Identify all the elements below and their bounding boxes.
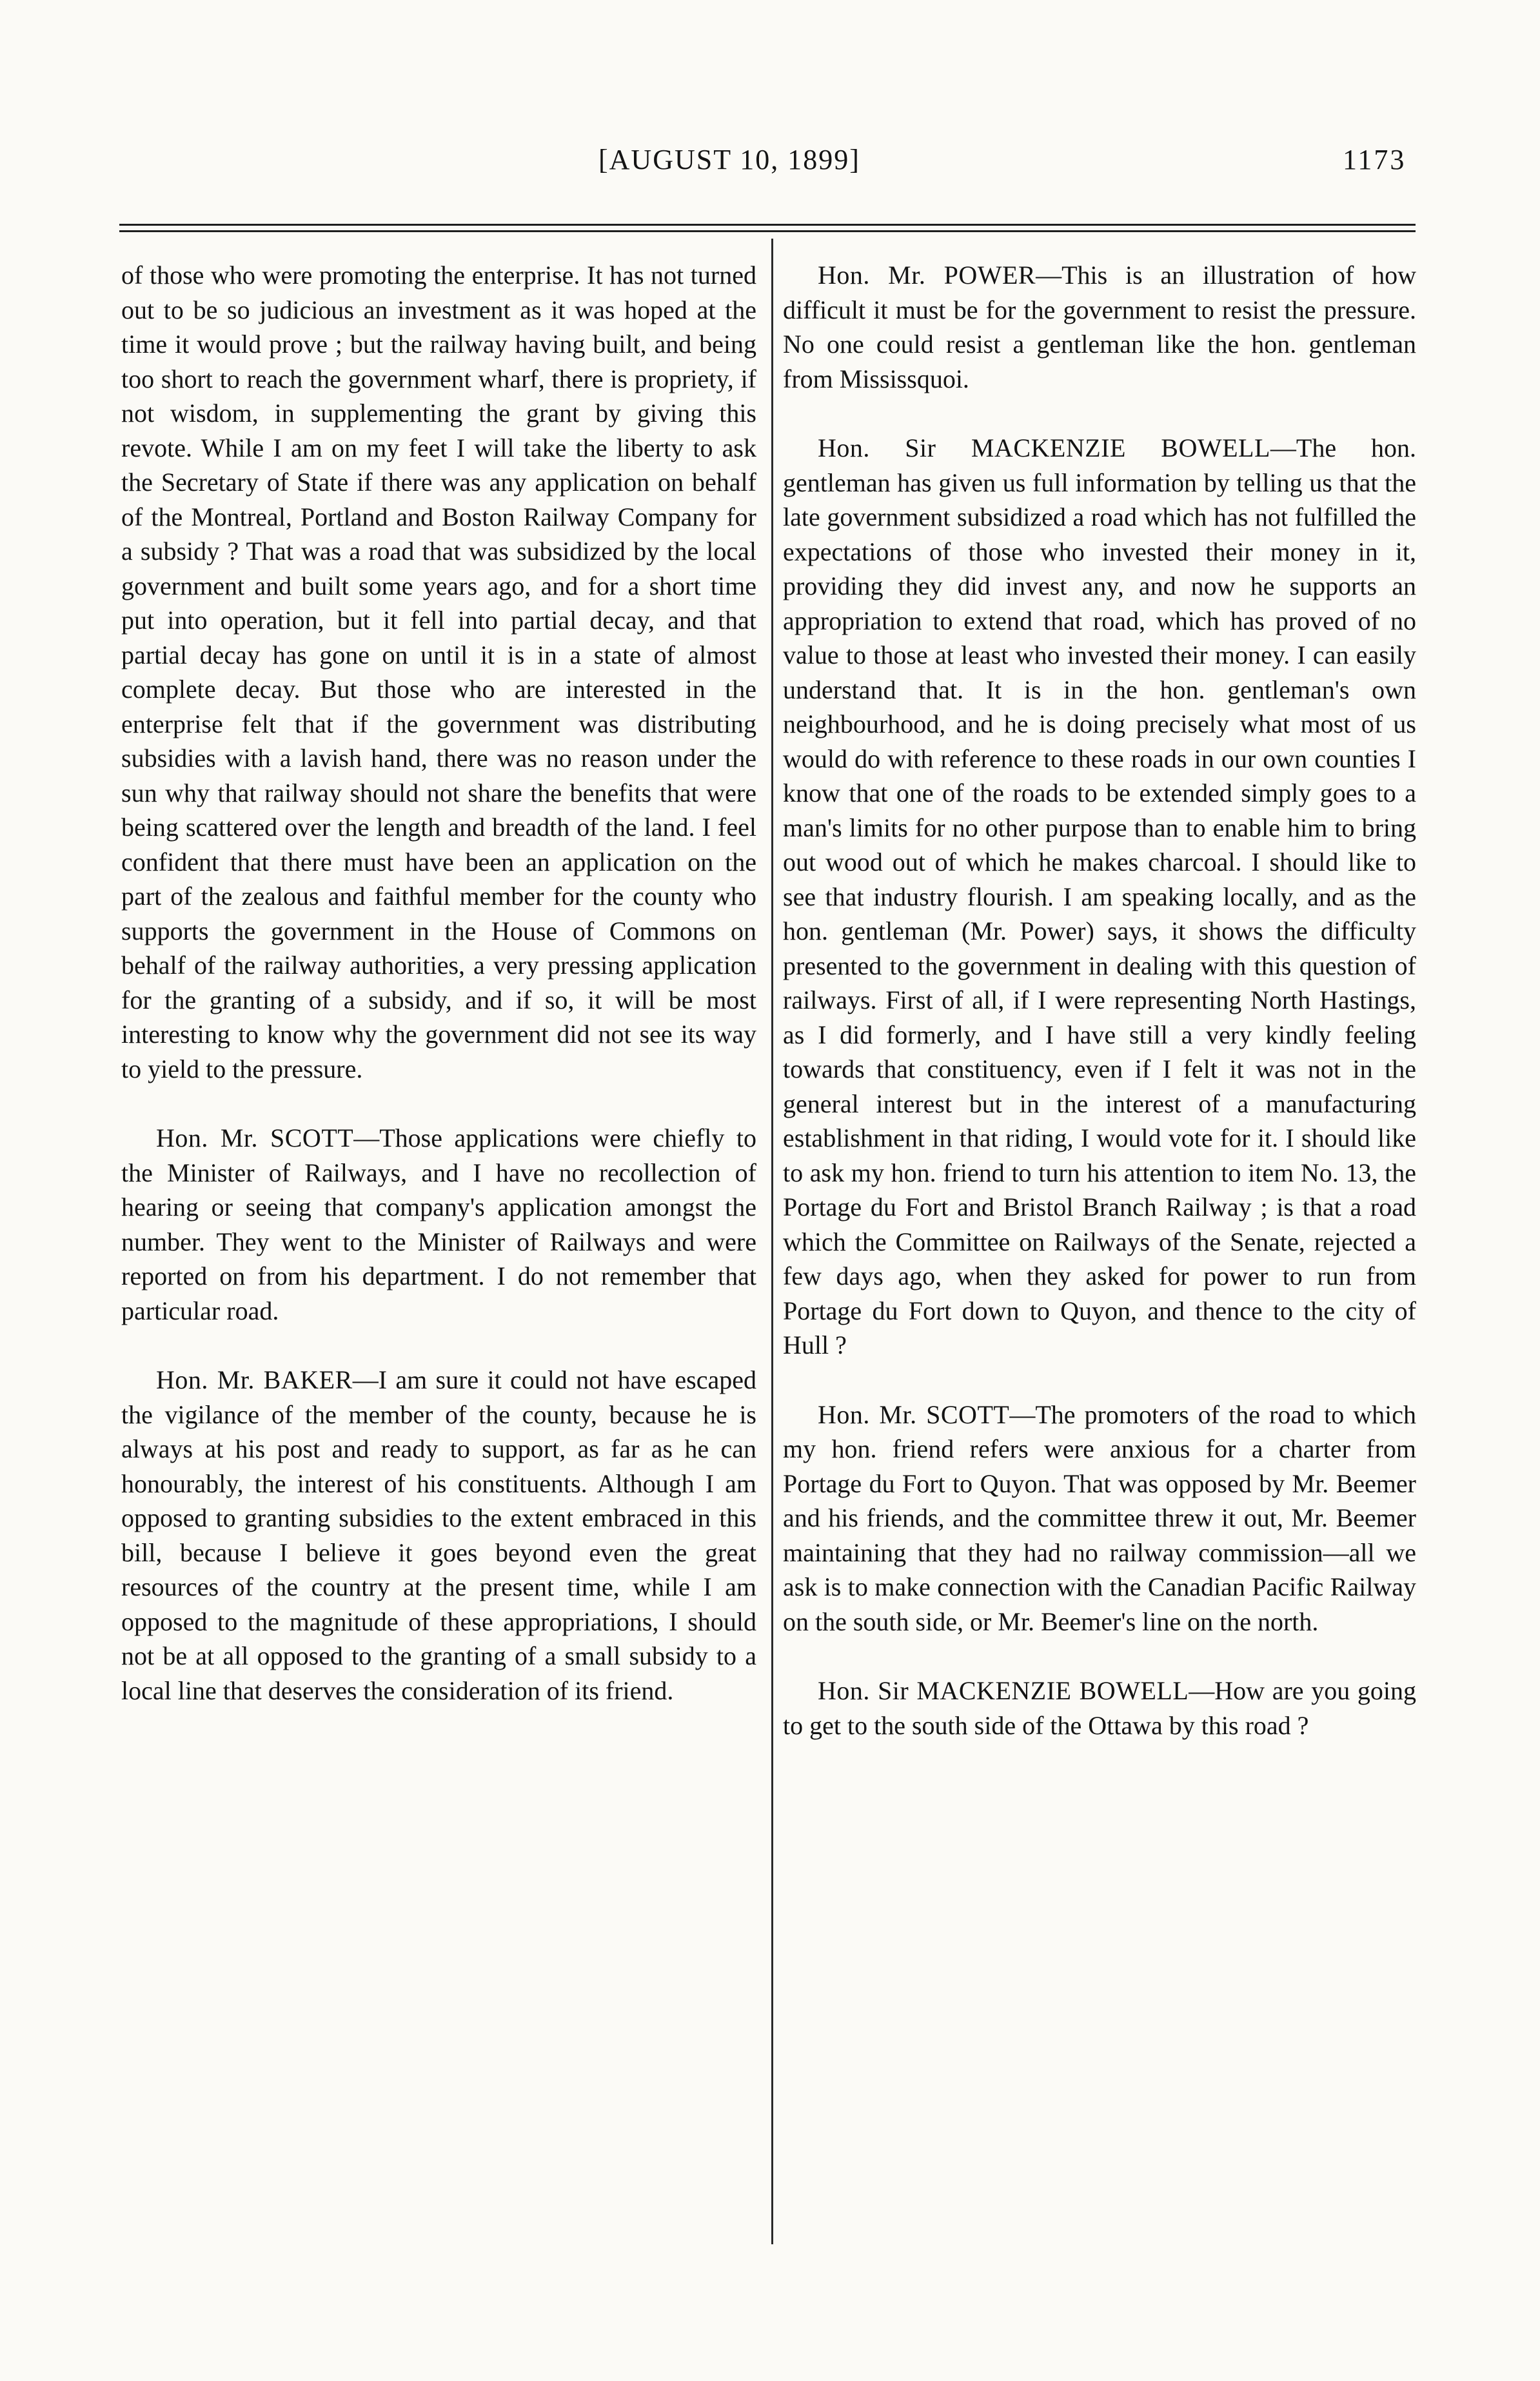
- speech-text: —The hon. gentleman has given us full information by telling us that the late government subsidized a road which has not fulfilled the expectations of those who invested their money in it, providing they did invest any, and now he supports an appropriation to extend that road, which has proved of no value to those at least who invested their money. I can easily understand that. It is in the hon. gentleman's own neighbourhood, and he is doing precisely what most of us would do with reference to these roads in our own counties I know that one of the roads to be extended simply goes to a man's limits for no other purpose than to enable him to bring out wood out of which he makes charcoal. I should like to see that industry flourish. I am speaking locally, and as the hon. gentleman (Mr. Power) says, it shows the difficulty presented to the government in dealing with this question of railways. First of all, if I were representing North Hastings, as I did formerly, and I have still a very kindly feeling towards that constituency, even if I felt it was not in the general interest but in the interest of a manufacturing establishment in that riding, I would vote for it. I should like to ask my hon. friend to turn his attention to item No. 13, the Portage du Fort and Bristol Branch Railway ; is that a road which the Committee on Railways of the Senate, rejected a few days ago, when they asked for power to run from Portage du Fort down to Quyon, and thence to the city of Hull ?: [783, 433, 1417, 1359]
- page-number: 1173: [1343, 144, 1407, 175]
- column-divider: [771, 239, 773, 2244]
- page-header: [0, 143, 1540, 188]
- speaker-name: Hon. Mr. SCOTT: [818, 1399, 1010, 1429]
- speech-scott: [121, 1121, 756, 1328]
- right-column: [783, 258, 1416, 1743]
- speaker-name: Hon. Sir MACKENZIE BOWELL: [818, 1676, 1189, 1705]
- speech-text: —The promoters of the road to which my hon. friend refers were anxious for a charter from Portage du Fort to Quyon. That was opposed by Mr. Beemer and his friends, and the committee threw it out, Mr. Beemer maintaining that they had no railway commission—all we ask is to make connection with the Canadian Pacific Railway on the south side, or Mr. Beemer's line on the north.: [783, 1399, 1416, 1636]
- speech-text: —Those applications were chiefly to the Minister of Railways, and I have no recollection of hearing or seeing that company's application amongst the number. They went to the Minister of Railways and were reported on from his department. I do not remember that particular road.: [121, 1123, 757, 1325]
- speech-power: [783, 258, 1416, 396]
- left-column: [121, 258, 756, 1708]
- speech-bowell-question: [783, 1674, 1416, 1743]
- speech-scott-reply: [783, 1398, 1416, 1639]
- speaker-name: Hon. Mr. POWER: [818, 261, 1036, 290]
- page-date: [AUGUST 10, 1899]: [598, 144, 860, 175]
- speech-bowell: [783, 431, 1416, 1363]
- speaker-name: Hon. Mr. SCOTT: [156, 1123, 354, 1152]
- speech-text: —This is an illustration of how difficult it must be for the government to resist the pressure. No one could resist a gentleman like the hon. gentleman from Mississquoi.: [783, 261, 1416, 393]
- speech-text: —I am sure it could not have escaped the vigilance of the member of the county, because he is always at his post and ready to support, as far as he can honourably, the interest of his constituents. Although I am opposed to granting subsidies to the extent embraced in this bill, because I believe it goes beyond even the great resources of the country at the present time, while I am opposed to the magnitude of these appropriations, I should not be at all opposed to the granting of a small subsidy to a local line that deserves the consideration of its friend.: [121, 1365, 757, 1705]
- speech-baker: [121, 1363, 756, 1708]
- speaker-name: Hon. Mr. BAKER: [156, 1365, 353, 1394]
- header-rule-bottom: [119, 230, 1416, 232]
- continued-paragraph: of those who were promoting the enterprise. It has not turned out to be so judicious an investment as it was hoped at the time it would prove ; but the railway having built, and being too short to reach the government wharf, there is propriety, if not wisdom, in supplementing the grant by giving this revote. While I am on my feet I will take the liberty to ask the Secretary of State if there was any application on behalf of the Montreal, Portland and Boston Railway Company for a subsidy ? That was a road that was subsidized by the local government and built some years ago, and for a short time put into operation, but it fell into partial decay, and that partial decay has gone on until it is in a state of almost complete decay. But those who are interested in the enterprise felt that if the government was distributing subsidies with a lavish hand, there was no reason under the sun why that railway should not share the benefits that were being scattered over the length and breadth of the land. I feel confident that there must have been an application on the part of the zealous and faithful member for the county who supports the government in the House of Commons on behalf of the railway authorities, a very pressing application for the granting of a subsidy, and if so, it will be most interesting to know why the government did not see its way to yield to the pressure.: [121, 261, 756, 1083]
- speech-text: —How are you going to get to the south side of the Ottawa by this road ?: [783, 1676, 1416, 1740]
- header-rule-top: [119, 224, 1416, 226]
- speaker-name: Hon. Sir MACKENZIE BOWELL: [818, 433, 1270, 462]
